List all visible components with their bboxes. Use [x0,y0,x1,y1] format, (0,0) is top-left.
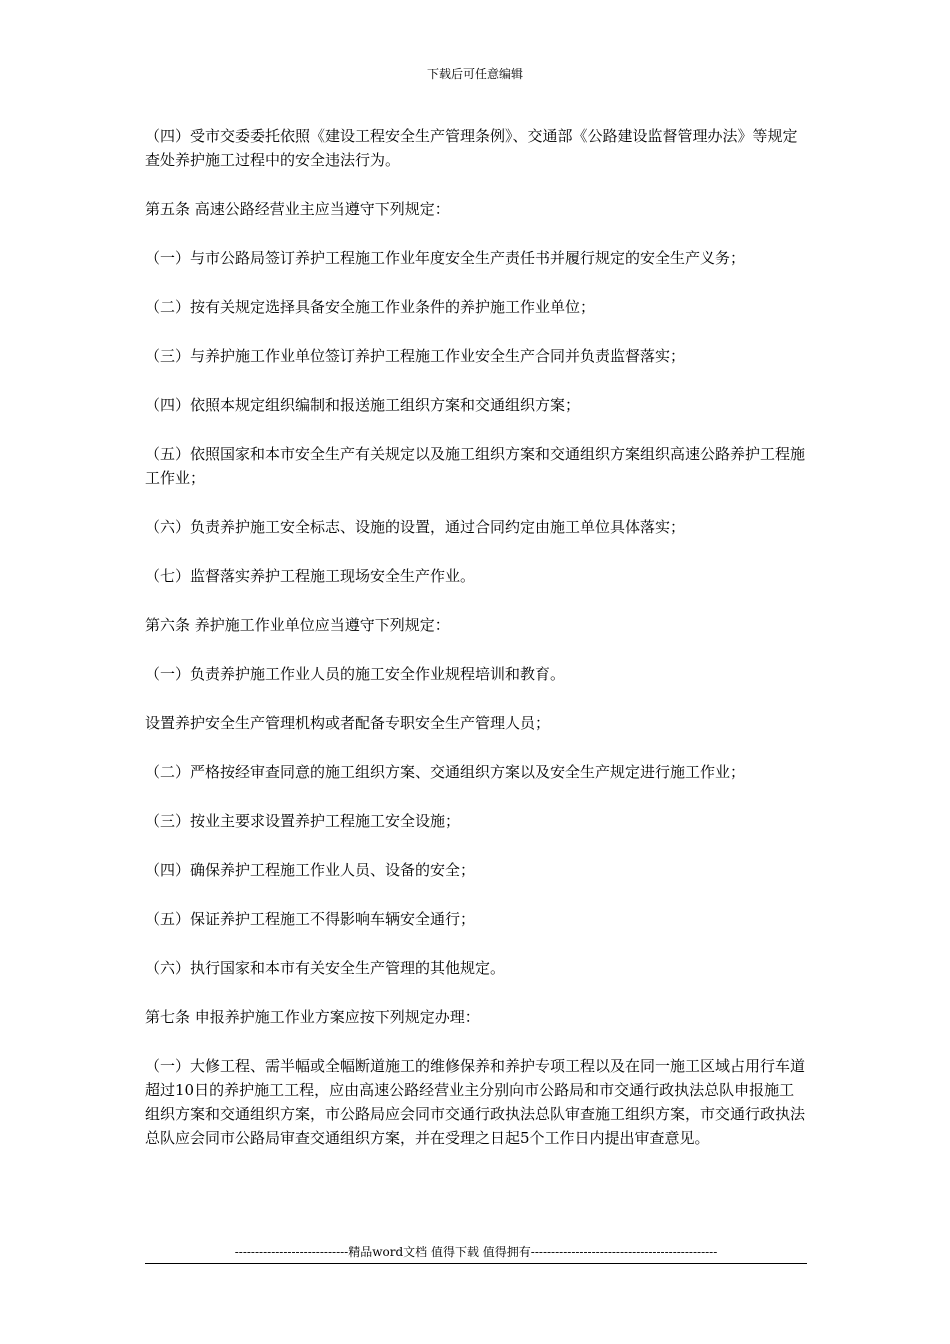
page-footer: ----------------------------精品word文档 值得下载 值得拥有---------------------------------------------- [145,1244,807,1264]
document-body [145,124,807,1175]
paragraph: （五）保证养护工程施工不得影响车辆安全通行； [145,910,476,928]
paragraph: （一）与市公路局签订养护工程施工作业年度安全生产责任书并履行规定的安全生产义务； [145,249,746,267]
paragraph: （二）严格按经审查同意的施工组织方案、交通组织方案以及安全生产规定进行施工作业； [145,763,746,781]
paragraph: （六）执行国家和本市有关安全生产管理的其他规定。 [145,959,506,977]
paragraph: （二）按有关规定选择具备安全施工作业条件的养护施工作业单位； [145,298,596,316]
paragraph: （一）大修工程、需半幅或全幅断道施工的维修保养和养护专项工程以及在同一施工区域占用行车道超过10日的养护施工工程，应由高速公路经营业主分别向市公路局和市交通行政执法总队申报施工组织方案和交通组织方案，市公路局应会同市交通行政执法总队审查施工组织方案，市交通行政执法总队应会同市公路局审查交通组织方案，并在受理之日起5个工作日内提出审查意见。 [145,1057,806,1147]
paragraph: （三）与养护施工作业单位签订养护工程施工作业安全生产合同并负责监督落实； [145,347,686,365]
paragraph: （四）依照本规定组织编制和报送施工组织方案和交通组织方案； [145,396,581,414]
paragraph: （三）按业主要求设置养护工程施工安全设施； [145,812,461,830]
article-heading: 第六条 养护施工作业单位应当遵守下列规定： [145,616,450,634]
paragraph: （一）负责养护施工作业人员的施工安全作业规程培训和教育。 [145,665,566,683]
paragraph: （四）受市交委委托依照《建设工程安全生产管理条例》、交通部《公路建设监督管理办法》等规定查处养护施工过程中的安全违法行为。 [145,127,798,169]
page-header: 下载后可任意编辑 [426,67,523,81]
article-heading: 第五条 高速公路经营业主应当遵守下列规定： [145,200,450,218]
article-heading: 第七条 申报养护施工作业方案应按下列规定办理： [145,1008,480,1026]
paragraph: （五）依照国家和本市安全生产有关规定以及施工组织方案和交通组织方案组织高速公路养护工程施工作业； [145,445,806,487]
paragraph: （四）确保养护工程施工作业人员、设备的安全； [145,861,476,879]
paragraph: （七）监督落实养护工程施工现场安全生产作业。 [145,567,476,585]
paragraph: （六）负责养护施工安全标志、设施的设置，通过合同约定由施工单位具体落实； [145,518,686,536]
paragraph: 设置养护安全生产管理机构或者配备专职安全生产管理人员； [145,714,551,732]
